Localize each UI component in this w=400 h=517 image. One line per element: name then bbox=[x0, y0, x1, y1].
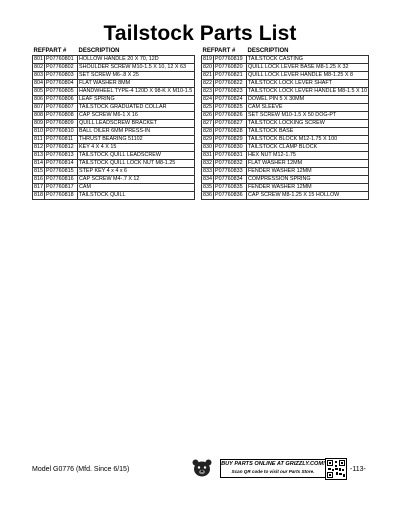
part-number-cell: P07760803 bbox=[45, 72, 78, 80]
part-number-cell: P07760816 bbox=[45, 176, 78, 184]
table-row bbox=[202, 56, 369, 64]
ref-cell: 813 bbox=[34, 152, 43, 158]
description-cell: HOLLOW HANDLE 20 X 70, 12D bbox=[78, 56, 195, 64]
part-number-cell: P07760814 bbox=[45, 160, 78, 168]
ref-cell: 805 bbox=[34, 88, 43, 94]
part-number-cell: P07760819 bbox=[214, 56, 247, 64]
part-number-cell: P07760827 bbox=[214, 120, 247, 128]
table-header bbox=[33, 46, 195, 56]
part-number-cell: P07760824 bbox=[214, 96, 247, 104]
header-ref: REF bbox=[202, 47, 215, 54]
description-cell: TAILSTOCK GRADUATED COLLAR bbox=[78, 104, 195, 112]
parts-table-right-body bbox=[202, 56, 369, 200]
page-title: Tailstock Parts List bbox=[103, 22, 297, 45]
ref-cell: 821 bbox=[203, 72, 212, 78]
part-number-cell: P07760810 bbox=[45, 128, 78, 136]
ref-cell: 830 bbox=[203, 144, 212, 150]
table-row bbox=[202, 184, 369, 192]
parts-table-left-body bbox=[33, 56, 195, 200]
table-row bbox=[202, 72, 369, 80]
table-row bbox=[202, 96, 369, 104]
description-cell: STEP KEY 4 x 4 x 6 bbox=[78, 168, 195, 176]
ref-cell: 820 bbox=[203, 64, 212, 70]
table-row bbox=[33, 152, 195, 160]
description-cell: LEAF SPRING bbox=[78, 96, 195, 104]
table-row bbox=[33, 88, 195, 96]
table-row bbox=[202, 120, 369, 128]
part-number-cell: P07760826 bbox=[214, 112, 247, 120]
ref-cell: 828 bbox=[203, 128, 212, 134]
table-row bbox=[202, 176, 369, 184]
page-number: -113- bbox=[350, 466, 366, 473]
description-cell: BALL OILER 6MM PRESS-IN bbox=[78, 128, 195, 136]
description-cell: SET SCREW M6-.8 X 25 bbox=[78, 72, 195, 80]
table-row bbox=[33, 168, 195, 176]
part-number-cell: P07760828 bbox=[214, 128, 247, 136]
description-cell: QUILL LOCK LEVER HANDLE M8-1.25 X 8 bbox=[247, 72, 369, 80]
buy-parts-headline: BUY PARTS ONLINE AT GRIZZLY.COM! bbox=[221, 461, 325, 467]
part-number-cell: P07760817 bbox=[45, 184, 78, 192]
table-row bbox=[33, 128, 195, 136]
table-row bbox=[202, 152, 369, 160]
header-ref: REF bbox=[33, 47, 46, 54]
ref-cell: 814 bbox=[34, 160, 43, 166]
ref-cell: 815 bbox=[34, 168, 43, 174]
table-row bbox=[33, 144, 195, 152]
table-row bbox=[202, 88, 369, 96]
table-row bbox=[33, 112, 195, 120]
ref-cell: 818 bbox=[34, 192, 43, 198]
part-number-cell: P07760811 bbox=[45, 136, 78, 144]
table-row bbox=[33, 80, 195, 88]
ref-cell: 836 bbox=[203, 192, 212, 198]
ref-cell: 833 bbox=[203, 168, 212, 174]
part-number-cell: P07760836 bbox=[214, 192, 247, 200]
description-cell: SET SCREW M10-1.5 X 50 DOG-PT bbox=[247, 112, 369, 120]
ref-cell: 809 bbox=[34, 120, 43, 126]
description-cell: FLAT WASHER 12MM bbox=[247, 160, 369, 168]
description-cell: SHOULDER SCREW M10-1.5 X 10, 12 X 63 bbox=[78, 64, 195, 72]
part-number-cell: P07760807 bbox=[45, 104, 78, 112]
ref-cell: 803 bbox=[34, 72, 43, 78]
description-cell: HANDWHEEL TYPE-4 120D X 98-K X M10-1.5 bbox=[78, 88, 195, 96]
description-cell: CAP SCREW M4-.7 X 12 bbox=[78, 176, 195, 184]
part-number-cell: P07760809 bbox=[45, 120, 78, 128]
ref-cell: 826 bbox=[203, 112, 212, 118]
description-cell: FENDER WASHER 12MM bbox=[247, 184, 369, 192]
header-part: PART # bbox=[45, 47, 67, 54]
table-row bbox=[202, 80, 369, 88]
header-description: DESCRIPTION bbox=[78, 47, 120, 54]
table-row bbox=[33, 64, 195, 72]
table-row bbox=[33, 184, 195, 192]
table-row bbox=[33, 136, 195, 144]
part-number-cell: P07760802 bbox=[45, 64, 78, 72]
description-cell: TAILSTOCK QUILL LOCK NUT M8-1.25 bbox=[78, 160, 195, 168]
description-cell: CAM bbox=[78, 184, 195, 192]
ref-cell: 824 bbox=[203, 96, 212, 102]
description-cell: QUILL LEADSCREW BRACKET bbox=[78, 120, 195, 128]
table-row bbox=[202, 168, 369, 176]
ref-cell: 827 bbox=[203, 120, 212, 126]
description-cell: CAP SCREW M6-1 X 16 bbox=[78, 112, 195, 120]
description-cell: HEX NUT M12-1.75 bbox=[247, 152, 369, 160]
part-number-cell: P07760825 bbox=[214, 104, 247, 112]
ref-cell: 817 bbox=[34, 184, 43, 190]
part-number-cell: P07760833 bbox=[214, 168, 247, 176]
ref-cell: 801 bbox=[34, 56, 43, 62]
parts-table-right bbox=[201, 46, 369, 200]
part-number-cell: P07760832 bbox=[214, 160, 247, 168]
part-number-cell: P07760830 bbox=[214, 144, 247, 152]
ref-cell: 835 bbox=[203, 184, 212, 190]
grizzly-bear-logo-icon bbox=[191, 458, 213, 478]
table-row bbox=[33, 176, 195, 184]
model-label: Model G0776 (Mfd. Since 6/15) bbox=[32, 466, 130, 473]
description-cell: TAILSTOCK CLAMP BLOCK bbox=[247, 144, 369, 152]
buy-parts-subtext: Scan QR code to visit our Parts Store. bbox=[231, 469, 315, 474]
buy-parts-banner[interactable] bbox=[220, 459, 326, 478]
table-row bbox=[33, 160, 195, 168]
header-description: DESCRIPTION bbox=[247, 47, 289, 54]
part-number-cell: P07760808 bbox=[45, 112, 78, 120]
ref-cell: 822 bbox=[203, 80, 212, 86]
table-row bbox=[202, 128, 369, 136]
ref-cell: 816 bbox=[34, 176, 43, 182]
ref-cell: 806 bbox=[34, 96, 43, 102]
ref-cell: 823 bbox=[203, 88, 212, 94]
ref-cell: 802 bbox=[34, 64, 43, 70]
qr-code-icon[interactable] bbox=[325, 458, 347, 480]
ref-cell: 810 bbox=[34, 128, 43, 134]
ref-cell: 834 bbox=[203, 176, 212, 182]
description-cell: COMPRESSION SPRING bbox=[247, 176, 369, 184]
description-cell: KEY 4 X 4 X 15 bbox=[78, 144, 195, 152]
ref-cell: 832 bbox=[203, 160, 212, 166]
table-row bbox=[33, 72, 195, 80]
description-cell: QUILL LOCK LEVER BASE M8-1.25 X 32 bbox=[247, 64, 369, 72]
table-row bbox=[202, 64, 369, 72]
table-row bbox=[202, 104, 369, 112]
description-cell: TAILSTOCK CASTING bbox=[247, 56, 369, 64]
table-row bbox=[202, 160, 369, 168]
table-row bbox=[202, 144, 369, 152]
part-number-cell: P07760818 bbox=[45, 192, 78, 200]
part-number-cell: P07760801 bbox=[45, 56, 78, 64]
table-row bbox=[202, 136, 369, 144]
part-number-cell: P07760805 bbox=[45, 88, 78, 96]
ref-cell: 804 bbox=[34, 80, 43, 86]
description-cell: DOWEL PIN 5 X 30MM bbox=[247, 96, 369, 104]
part-number-cell: P07760815 bbox=[45, 168, 78, 176]
table-row bbox=[33, 96, 195, 104]
table-row bbox=[33, 56, 195, 64]
part-number-cell: P07760813 bbox=[45, 152, 78, 160]
ref-cell: 811 bbox=[34, 136, 43, 142]
part-number-cell: P07760820 bbox=[214, 64, 247, 72]
description-cell: CAP SCREW M8-1.25 X 15 HOLLOW bbox=[247, 192, 369, 200]
description-cell: FLAT WASHER 8MM bbox=[78, 80, 195, 88]
part-number-cell: P07760804 bbox=[45, 80, 78, 88]
part-number-cell: P07760834 bbox=[214, 176, 247, 184]
description-cell: TAILSTOCK QUILL bbox=[78, 192, 195, 200]
ref-cell: 829 bbox=[203, 136, 212, 142]
part-number-cell: P07760821 bbox=[214, 72, 247, 80]
part-number-cell: P07760823 bbox=[214, 88, 247, 96]
part-number-cell: P07760806 bbox=[45, 96, 78, 104]
ref-cell: 825 bbox=[203, 104, 212, 110]
table-row bbox=[202, 192, 369, 200]
description-cell: FENDER WASHER 12MM bbox=[247, 168, 369, 176]
part-number-cell: P07760829 bbox=[214, 136, 247, 144]
table-row bbox=[33, 104, 195, 112]
ref-cell: 812 bbox=[34, 144, 43, 150]
description-cell: TAILSTOCK BLOCK M12-1.75 X 100 bbox=[247, 136, 369, 144]
table-row bbox=[33, 192, 195, 200]
description-cell: THRUST BEARING 51102 bbox=[78, 136, 195, 144]
description-cell: TAILSTOCK LOCKING SCREW bbox=[247, 120, 369, 128]
table-header bbox=[202, 46, 369, 56]
part-number-cell: P07760831 bbox=[214, 152, 247, 160]
part-number-cell: P07760835 bbox=[214, 184, 247, 192]
part-number-cell: P07760812 bbox=[45, 144, 78, 152]
ref-cell: 831 bbox=[203, 152, 212, 158]
description-cell: CAM SLEEVE bbox=[247, 104, 369, 112]
table-row bbox=[202, 112, 369, 120]
description-cell: TAILSTOCK QUILL LEADSCREW bbox=[78, 152, 195, 160]
description-cell: TAILSTOCK BASE bbox=[247, 128, 369, 136]
table-row bbox=[33, 120, 195, 128]
ref-cell: 807 bbox=[34, 104, 43, 110]
parts-table-left bbox=[32, 46, 195, 200]
ref-cell: 808 bbox=[34, 112, 43, 118]
ref-cell: 819 bbox=[203, 56, 212, 62]
header-part: PART # bbox=[214, 47, 236, 54]
part-number-cell: P07760822 bbox=[214, 80, 247, 88]
description-cell: TAILSTOCK LOCK LEVER HANDLE M8-1.5 X 10 bbox=[248, 88, 368, 94]
description-cell: TAILSTOCK LOCK LEVER SHAFT bbox=[247, 80, 369, 88]
